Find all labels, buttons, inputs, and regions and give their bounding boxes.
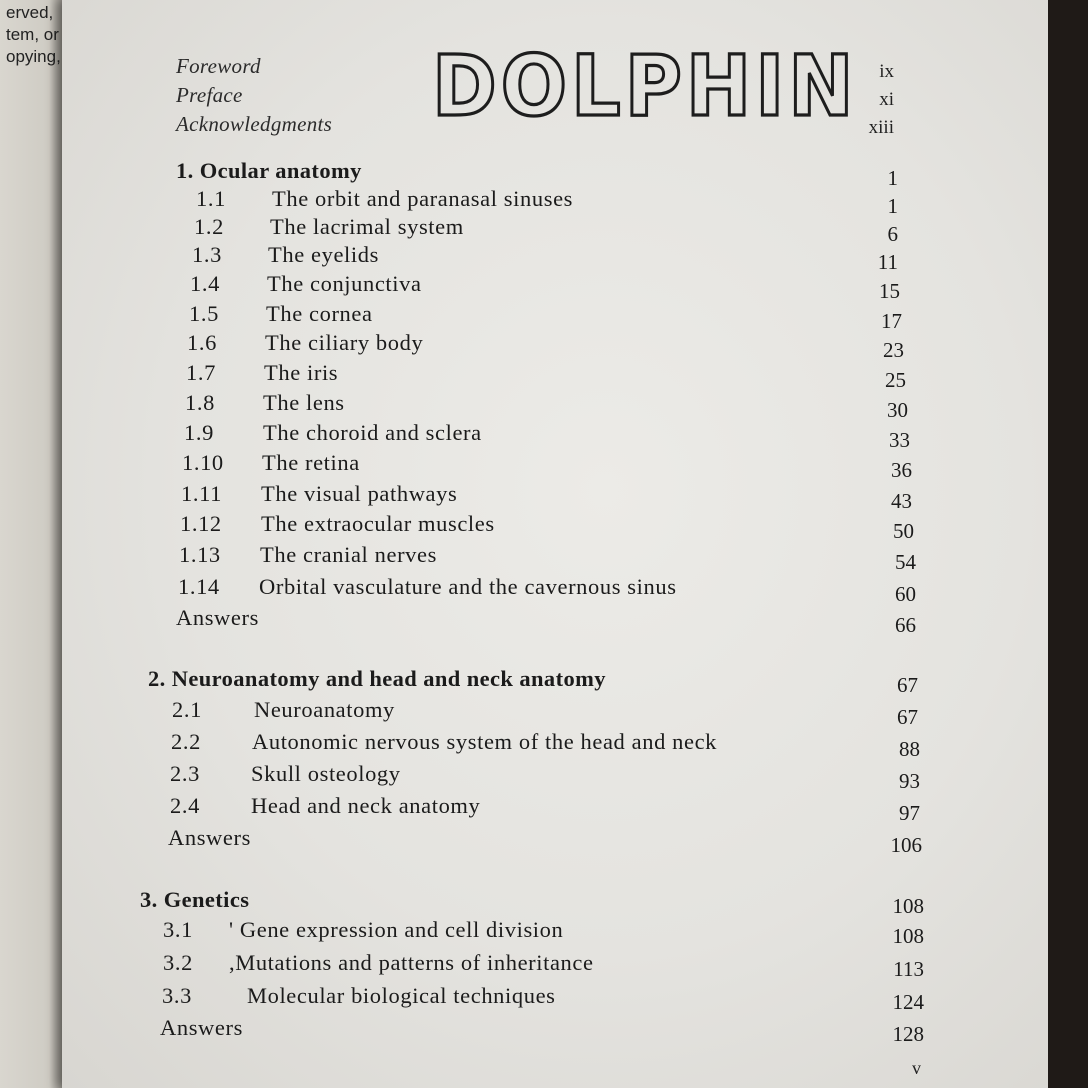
background-edge xyxy=(1048,0,1088,1088)
section-number: 1.8 xyxy=(185,390,215,415)
toc-entry xyxy=(179,542,437,568)
toc-entry xyxy=(178,574,677,600)
adjacent-page-edge xyxy=(0,0,70,1088)
page-number: 43 xyxy=(891,489,912,513)
section-title: Head and neck anatomy xyxy=(251,793,481,818)
page-number: xi xyxy=(879,89,894,110)
toc-entry xyxy=(182,450,360,476)
section-title: The eyelids xyxy=(268,242,379,267)
page-number: 97 xyxy=(899,801,920,825)
toc-entry xyxy=(192,242,379,268)
section-title: Molecular biological techniques xyxy=(247,983,556,1008)
page-number: 1 xyxy=(887,194,898,218)
page-number: ix xyxy=(879,61,894,82)
section-title: Orbital vasculature and the cavernous sinus xyxy=(259,574,677,599)
section-number: 1.6 xyxy=(187,330,217,355)
section-title: The cranial nerves xyxy=(260,542,437,567)
section-number: 1.3 xyxy=(192,242,222,267)
page-number: 23 xyxy=(883,338,904,362)
front-matter-acknowledgments: Acknowledgments xyxy=(176,112,333,136)
page-number: 93 xyxy=(899,769,920,793)
page-number: xiii xyxy=(868,117,894,138)
section-number: 1.9 xyxy=(184,420,214,445)
toc-entry xyxy=(184,420,482,446)
front-matter-foreword: Foreword xyxy=(176,54,261,78)
section-number: 1.12 xyxy=(180,511,222,536)
answers-entry: Answers xyxy=(160,1015,243,1040)
toc-entry xyxy=(172,697,395,723)
toc-entry xyxy=(170,793,481,819)
toc-entry xyxy=(190,271,422,297)
section-title: ,Mutations and patterns of inheritance xyxy=(229,950,594,975)
page-number: 36 xyxy=(891,458,912,482)
section-number: 2.3 xyxy=(170,761,200,786)
page-number: 1 xyxy=(887,166,898,190)
section-title: Skull osteology xyxy=(251,761,401,786)
page-number: 67 xyxy=(897,705,918,729)
folio: v xyxy=(912,1058,921,1078)
section-number: 1.11 xyxy=(181,481,222,506)
chapter-heading: 1. Ocular anatomy xyxy=(176,158,362,183)
toc-entry xyxy=(170,761,401,787)
dolphin-stamp: DOLPHIN xyxy=(432,38,858,136)
page-number: 30 xyxy=(887,398,908,422)
page-number: 15 xyxy=(879,279,900,303)
page-number: 108 xyxy=(892,924,924,948)
section-title: The choroid and sclera xyxy=(263,420,482,445)
section-number: 1.13 xyxy=(179,542,221,567)
toc-entry xyxy=(181,481,458,507)
toc-entry xyxy=(163,917,564,943)
section-title: The extraocular muscles xyxy=(261,511,495,536)
section-title: The lacrimal system xyxy=(270,214,464,239)
section-number: 2.1 xyxy=(172,697,202,722)
adjacent-page-fragment: tem, or xyxy=(6,25,59,44)
page-number: 33 xyxy=(889,428,910,452)
adjacent-page-fragment: opying, xyxy=(6,47,61,66)
section-title: The cornea xyxy=(266,301,373,326)
page-number: 106 xyxy=(890,833,922,857)
toc-entry xyxy=(194,214,464,240)
section-number: 3.3 xyxy=(162,983,192,1008)
section-number: 1.2 xyxy=(194,214,224,239)
section-number: 3.2 xyxy=(163,950,193,975)
toc-entry xyxy=(196,186,574,212)
toc-entry xyxy=(162,983,556,1009)
section-title: Autonomic nervous system of the head and neck xyxy=(252,729,718,754)
answers-entry: Answers xyxy=(168,825,251,850)
page-number: 17 xyxy=(881,309,902,333)
section-title: The visual pathways xyxy=(261,481,458,506)
section-title: The retina xyxy=(262,450,360,475)
page-number: 113 xyxy=(893,957,924,981)
page-number: 50 xyxy=(893,519,914,543)
section-number: 1.14 xyxy=(178,574,220,599)
section-title: The iris xyxy=(264,360,339,385)
section-number: 1.10 xyxy=(182,450,224,475)
adjacent-page-fragment: erved, xyxy=(6,3,54,22)
answers-entry: Answers xyxy=(176,605,259,630)
section-title: ' Gene expression and cell division xyxy=(229,917,564,942)
section-number: 2.2 xyxy=(171,729,201,754)
section-number: 1.1 xyxy=(196,186,226,211)
chapter-heading: 3. Genetics xyxy=(140,887,250,912)
toc-entry xyxy=(163,950,594,976)
section-number: 1.4 xyxy=(190,271,220,296)
toc-entry xyxy=(186,360,339,386)
front-matter-preface: Preface xyxy=(176,83,243,107)
page-number: 66 xyxy=(895,613,916,637)
section-number: 1.7 xyxy=(186,360,216,385)
page-number: 67 xyxy=(897,673,918,697)
toc-entry xyxy=(187,330,424,356)
front-matter-pages xyxy=(852,58,894,142)
page-number: 11 xyxy=(877,250,898,274)
section-number: 2.4 xyxy=(170,793,200,818)
section-title: The ciliary body xyxy=(265,330,424,355)
chapter-heading: 2. Neuroanatomy and head and neck anatomy xyxy=(148,666,606,691)
page-number: 128 xyxy=(892,1022,924,1046)
section-number: 1.5 xyxy=(189,301,219,326)
toc-entry xyxy=(180,511,495,537)
page-number: 60 xyxy=(895,582,916,606)
section-title: The lens xyxy=(263,390,345,415)
section-title: Neuroanatomy xyxy=(254,697,395,722)
page-number: 108 xyxy=(892,894,924,918)
toc-entry xyxy=(189,301,373,327)
page-number: 124 xyxy=(892,990,924,1014)
page-number: 88 xyxy=(899,737,920,761)
toc-entry xyxy=(185,390,345,416)
page-number: 54 xyxy=(895,550,916,574)
section-title: The orbit and paranasal sinuses xyxy=(272,186,574,211)
section-title: The conjunctiva xyxy=(267,271,422,296)
page-number: 6 xyxy=(887,222,898,246)
toc-entry xyxy=(171,729,718,755)
page-number: 25 xyxy=(885,368,906,392)
front-matter-list xyxy=(176,52,332,139)
section-number: 3.1 xyxy=(163,917,193,942)
